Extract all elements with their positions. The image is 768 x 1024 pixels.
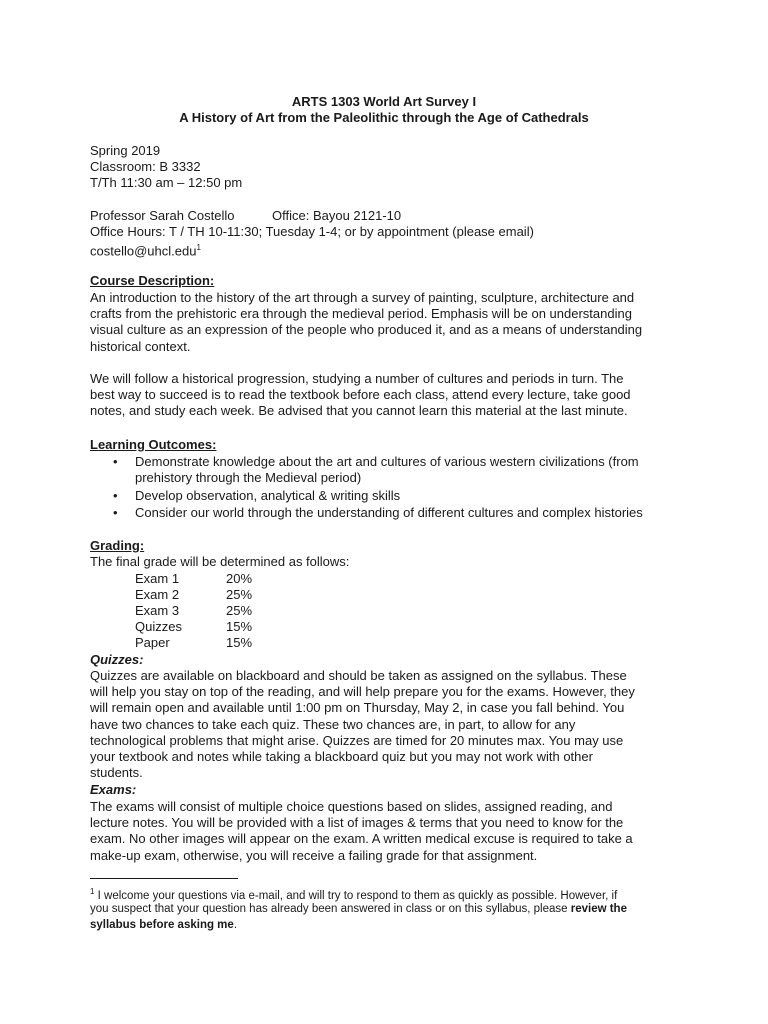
text-line: visual culture as an expression of the people who produced it, and as a means of understanding (90, 322, 643, 338)
term: Spring 2019 (90, 143, 161, 158)
text-line: will help you stay on top of the reading, and will help prepare you for the exams. However, they (90, 684, 635, 700)
footnote-text: I welcome your questions via e-mail, and will try to respond to them as quickly as possible. However, if (94, 889, 618, 902)
bullet-icon: • (113, 454, 118, 469)
exams-paragraph (90, 799, 680, 864)
course-description-p1 (90, 290, 680, 355)
grade-item-name: Quizzes (135, 619, 182, 634)
class-time: T/Th 11:30 am – 12:50 pm (90, 175, 243, 190)
text-line: have two chances to take each quiz. These two chances are, in part, to allow for any (90, 716, 576, 732)
professor-email[interactable] (90, 240, 201, 259)
text-line: notes, and study each week. Be advised that you cannot learn this material at the last minute. (90, 403, 628, 419)
footnote-line-3 (90, 917, 237, 933)
quizzes-paragraph (90, 668, 680, 781)
exams-heading: Exams: (90, 782, 137, 797)
text-line: An introduction to the history of the art through a survey of painting, sculpture, architecture and (90, 290, 635, 305)
bullet-icon: • (113, 505, 118, 520)
footnote-divider (90, 878, 238, 879)
grade-item-percent: 25% (226, 603, 253, 618)
bullet-icon: • (113, 488, 118, 503)
text-line: The exams will consist of multiple choice questions based on slides, assigned reading, and (90, 799, 613, 814)
text-line: best way to succeed is to read the textbook before each class, attend every lecture, take good (90, 387, 631, 403)
text-line: will remain open and available until 1:00 pm on Thursday, May 2, in case you fall behind. You (90, 700, 625, 716)
office-hours: Office Hours: T / TH 10-11:30; Tuesday 1-4; or by appointment (please email) (90, 224, 534, 239)
text-line: make-up exam, otherwise, you will receive a failing grade for that assignment. (90, 847, 538, 863)
text-line: Quizzes are available on blackboard and should be taken as assigned on the syllabus. These (90, 668, 627, 683)
grading-heading: Grading: (90, 538, 145, 553)
grade-item-percent: 15% (226, 619, 253, 634)
footnote-emphasis: review the (570, 903, 627, 915)
footnote-emphasis: syllabus before asking me (90, 919, 234, 931)
professor-name: Professor Sarah Costello (90, 208, 235, 223)
grade-item-percent: 15% (226, 635, 253, 650)
office-location: Office: Bayou 2121-10 (272, 208, 402, 223)
text-line: historical context. (90, 338, 191, 354)
footnote-text: you suspect that your question has already been answered in class or on this syllabus, please (90, 903, 571, 915)
footnote-mark: 1 (90, 887, 95, 896)
quizzes-heading: Quizzes: (90, 652, 144, 667)
text-line: crafts from the prehistoric era through the medieval period. Emphasis will be on understanding (90, 306, 632, 322)
grade-item-percent: 25% (226, 587, 253, 602)
text-line: your textbook and notes while taking a blackboard quiz but you may not work with other (90, 749, 593, 765)
course-description-p2 (90, 371, 680, 420)
outcome-item: Consider our world through the understanding of different cultures and complex histories (135, 505, 643, 520)
classroom: Classroom: B 3332 (90, 159, 201, 174)
text-line: students. (90, 765, 143, 781)
course-subtitle: A History of Art from the Paleolithic through the Age of Cathedrals (179, 110, 589, 125)
footnote-text: . (233, 919, 238, 931)
text-line: exam. No other images will appear on the exam. A written medical excuse is required to take a (90, 831, 633, 847)
footnote-ref: 1 (196, 243, 201, 252)
footnote-line-2 (90, 901, 627, 917)
course-title: ARTS 1303 World Art Survey I (291, 94, 477, 109)
grade-item-name: Paper (135, 635, 170, 650)
grade-item-name: Exam 1 (135, 571, 180, 586)
text-line: lecture notes. You will be provided with a list of images & terms that you need to know for the (90, 815, 624, 831)
grade-item-percent: 20% (226, 571, 253, 586)
outcome-item: Demonstrate knowledge about the art and cultures of various western civilizations (from (135, 454, 639, 469)
text-line: technological problems that might arise. Quizzes are timed for 20 minutes max. You may use (90, 732, 624, 748)
grade-item-name: Exam 2 (135, 587, 180, 602)
email-text[interactable]: costello@uhcl.edu (90, 243, 197, 259)
course-description-heading: Course Description: (90, 273, 215, 288)
learning-outcomes-heading: Learning Outcomes: (90, 437, 217, 452)
text-line: We will follow a historical progression, studying a number of cultures and periods in turn. The (90, 371, 624, 386)
grade-item-name: Exam 3 (135, 603, 180, 618)
grading-intro: The final grade will be determined as follows: (90, 554, 350, 569)
outcome-item-continued: prehistory through the Medieval period) (135, 470, 362, 485)
outcome-item: Develop observation, analytical & writing skills (135, 488, 401, 503)
